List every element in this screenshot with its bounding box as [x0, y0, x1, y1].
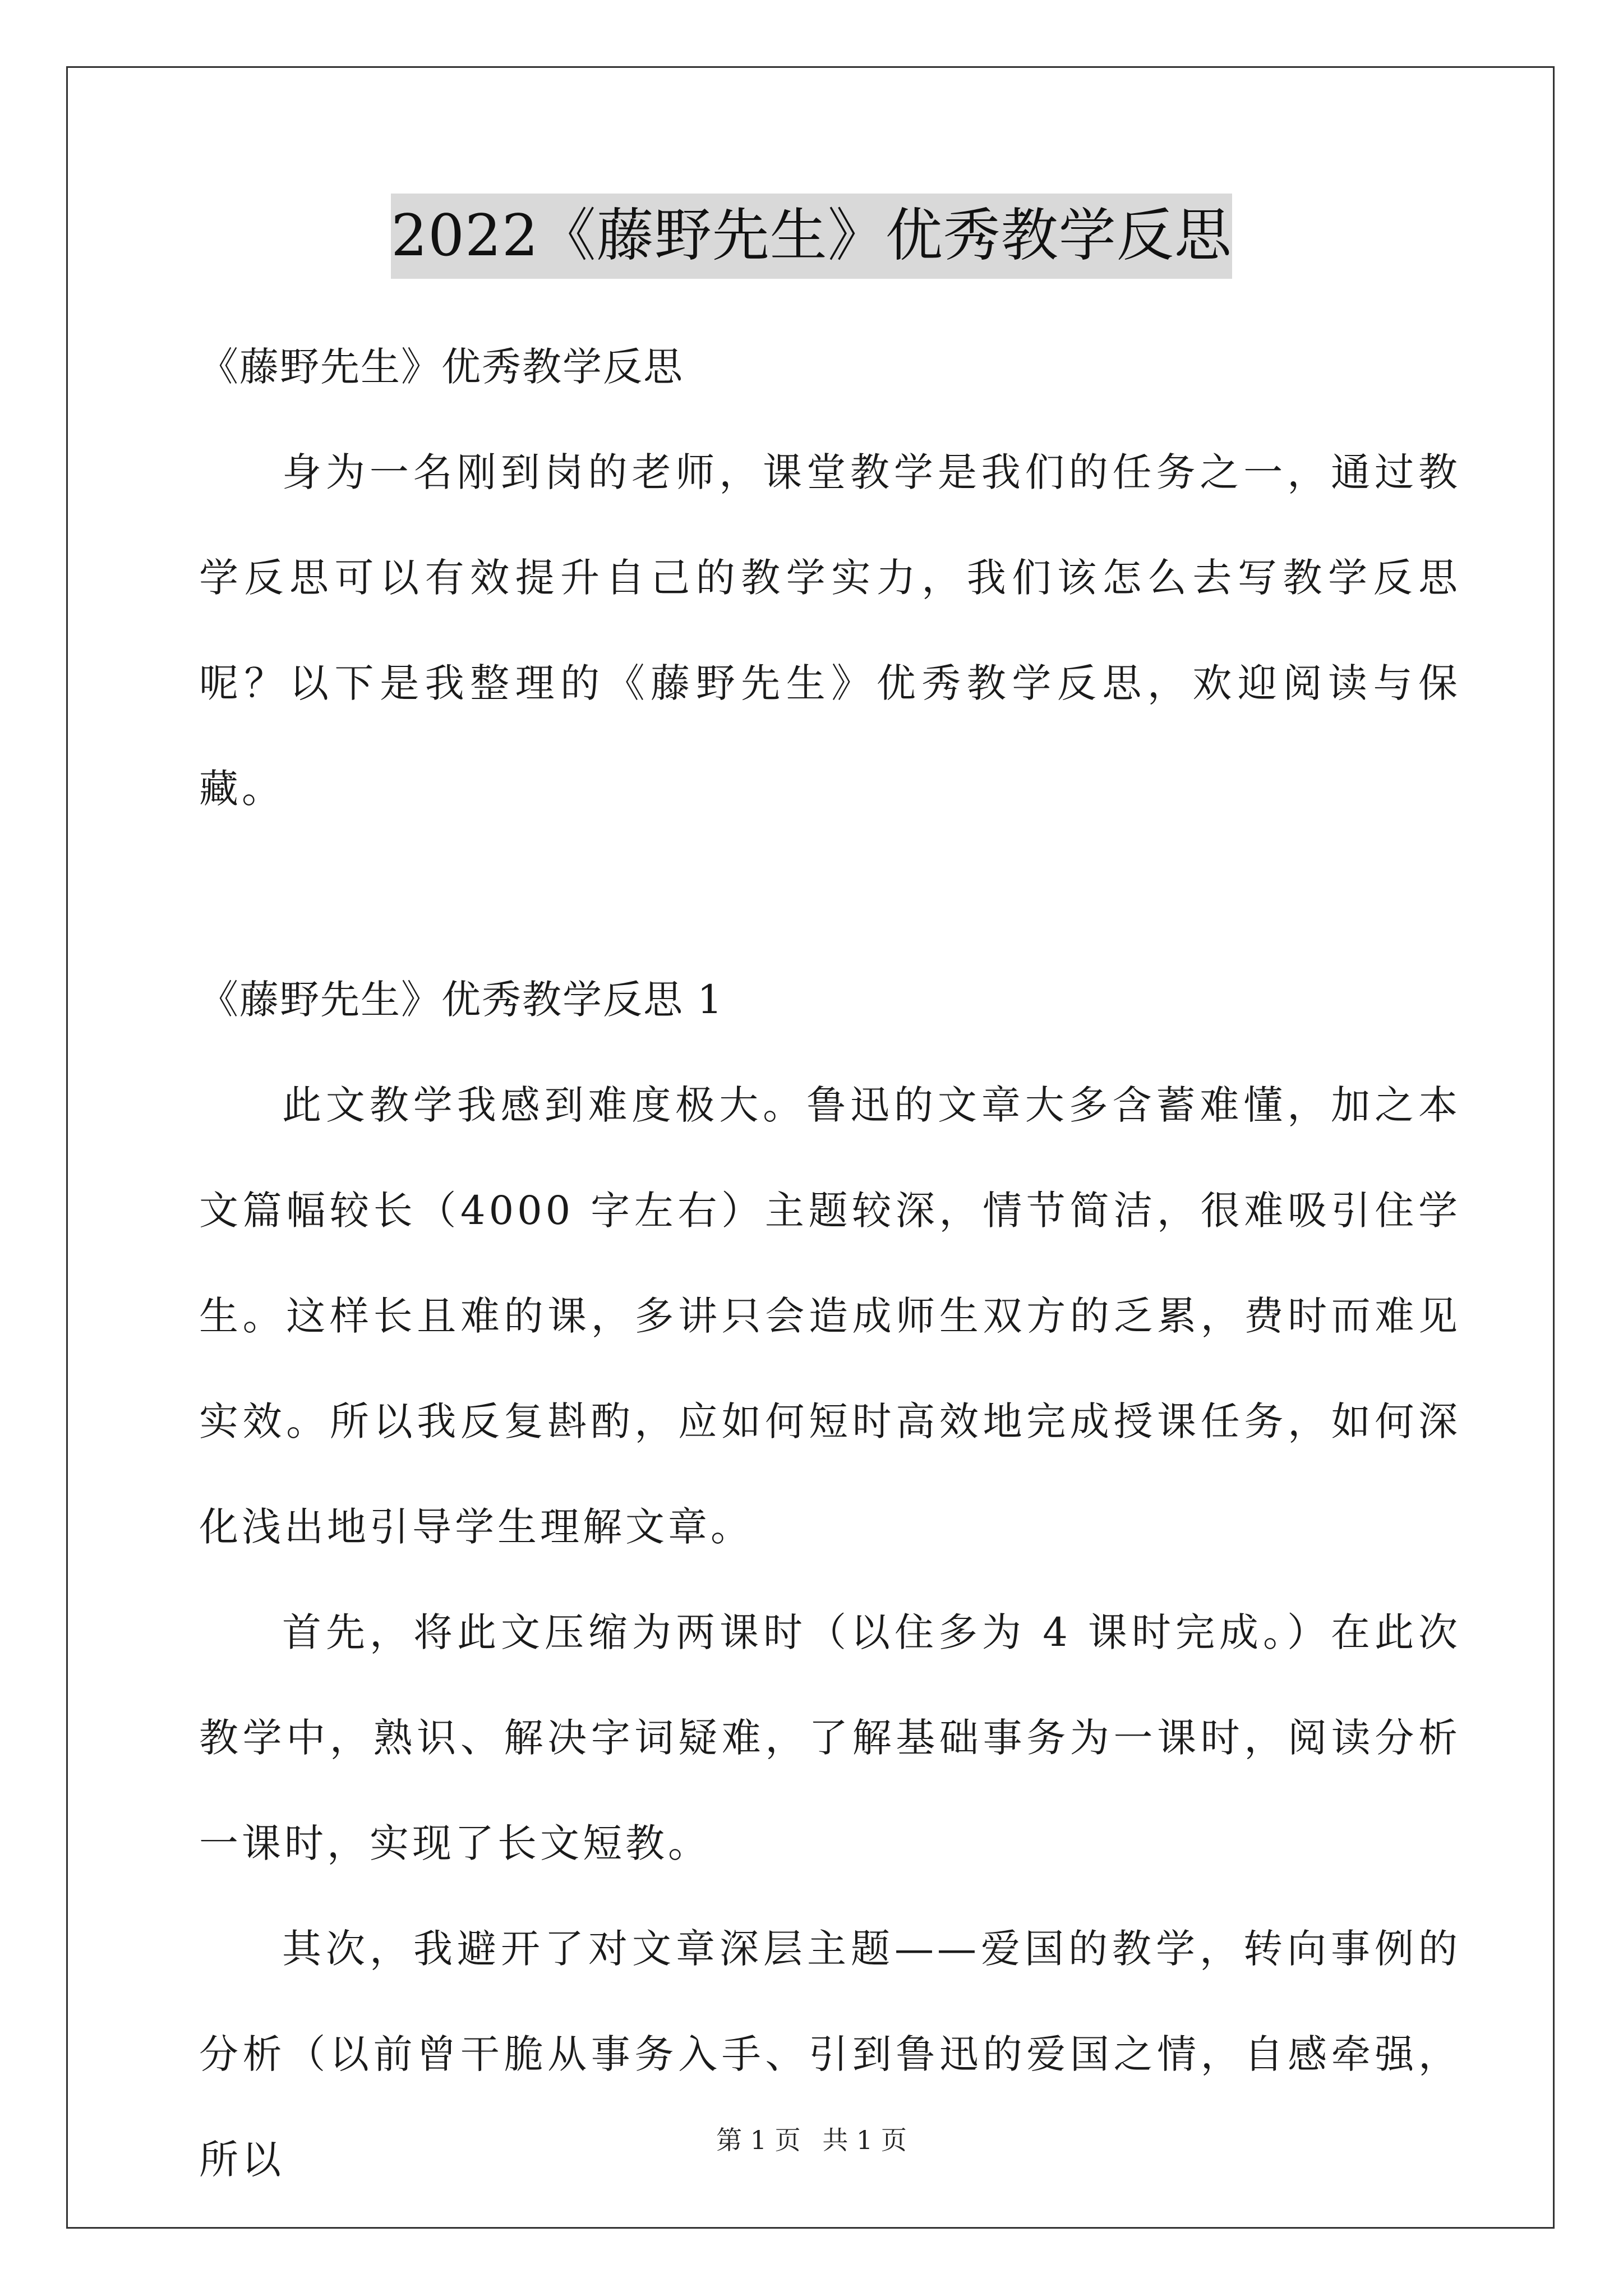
page-total: 共 1 页 — [822, 2125, 907, 2155]
page-number: 第 1 页 — [716, 2125, 801, 2155]
body-paragraph-3: 其次，我避开了对文章深层主题——爱国的教学，转向事例的分析（以前曾干脆从事务入手、引到鲁迅的爱国之情，自感牵强，所以 — [199, 1926, 1461, 2183]
document-title: 2022《藤野先生》优秀教学反思 — [391, 194, 1232, 279]
body-paragraph-1: 此文教学我感到难度极大。鲁迅的文章大多含蓄难懂，加之本文篇幅较长（4000 字左右）主题较深，情节简洁，很难吸引住学生。这样长且难的课，多讲只会造成师生双方的乏累，费时而难见实效。所以我反复斟酌，应如何短时高效地完成授课任务，如何深化浅出地引导学生理解文章。 — [199, 1082, 1461, 1550]
page-footer — [0, 2123, 1623, 2157]
document-subtitle: 《藤野先生》优秀教学反思 — [199, 344, 684, 390]
document-body — [199, 314, 1461, 2212]
title-wrap — [0, 194, 1623, 279]
body-paragraph-2: 首先，将此文压缩为两课时（以住多为 4 课时完成。）在此次教学中，熟识、解决字词疑难，了解基础事务为一课时，阅读分析一课时，实现了长文短教。 — [199, 1609, 1461, 1866]
section-spacer — [199, 841, 1461, 947]
intro-paragraph: 身为一名刚到岗的老师，课堂教学是我们的任务之一，通过教学反思可以有效提升自己的教学实力，我们该怎么去写教学反思呢？以下是我整理的《藤野先生》优秀教学反思，欢迎阅读与保藏。 — [199, 449, 1461, 812]
section-heading: 《藤野先生》优秀教学反思 1 — [199, 977, 723, 1023]
